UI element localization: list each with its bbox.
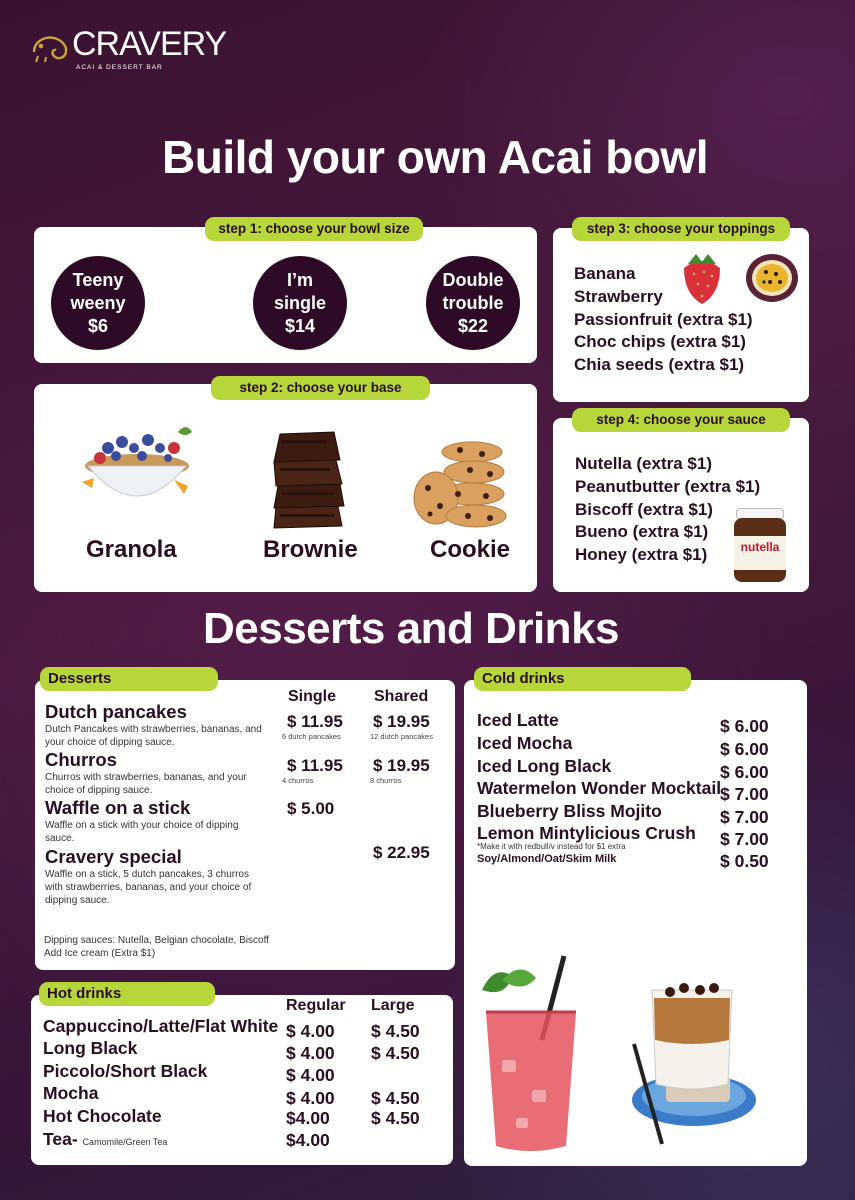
hot-drink-large: $ 4.50 xyxy=(371,1043,420,1063)
size-line1: I’m xyxy=(286,269,313,290)
price-shared: $ 19.95 xyxy=(373,712,430,731)
hot-drink-regular: $ 4.00 xyxy=(286,1088,335,1108)
hot-drink-regular: $ 4.00 xyxy=(286,1065,335,1085)
brand-name: CRAVERY xyxy=(72,25,227,63)
step1-label: step 1: choose your bowl size xyxy=(205,217,423,241)
base-brownie[interactable]: Brownie xyxy=(263,536,358,563)
sauce-item[interactable]: Honey (extra $1) xyxy=(575,545,708,565)
dessert-item xyxy=(45,701,265,749)
cold-drink-price: $ 6.00 xyxy=(720,716,769,736)
sauce-item[interactable]: Bueno (extra $1) xyxy=(575,522,709,542)
price-single: $ 11.95 xyxy=(287,712,343,731)
milk-price: $ 0.50 xyxy=(720,851,769,871)
col-shared: Shared xyxy=(374,688,429,705)
cold-drink-name: Iced Latte xyxy=(477,710,559,730)
jar-label: nutella xyxy=(740,540,780,554)
col-single: Single xyxy=(288,688,337,705)
hot-drink-tea xyxy=(43,1129,167,1150)
sauce-item[interactable]: Nutella (extra $1) xyxy=(575,454,712,473)
price-shared: $ 22.95 xyxy=(373,843,430,862)
hot-drink-regular: $4.00 xyxy=(286,1108,330,1128)
dessert-item xyxy=(45,846,265,907)
cookie-image xyxy=(410,436,510,532)
brand-tagline: ACAI & DESSERT BAR xyxy=(76,64,163,71)
iced-coffee-image xyxy=(622,968,762,1148)
note-single: 6 dutch pancakes xyxy=(282,732,341,741)
hot-drink-name: Mocha xyxy=(43,1083,99,1103)
size-line1: Teeny xyxy=(72,269,124,290)
topping-item[interactable]: Passionfruit (extra $1) xyxy=(574,309,753,329)
hot-drink-large: $ 4.50 xyxy=(371,1021,420,1041)
mojito-glass-image xyxy=(472,950,604,1158)
hot-drink-large: $ 4.50 xyxy=(371,1088,420,1108)
size-price: $14 xyxy=(284,315,316,336)
item-desc: Churros with strawberries, bananas, and your choice of dipping sauce. xyxy=(45,772,247,796)
granola-bowl-image xyxy=(78,418,196,510)
item-desc: Waffle on a stick, 5 dutch pancakes, 3 churros with strawberries, bananas, and your choice of dipping sauce. xyxy=(45,869,252,906)
cold-drink-name: Iced Long Black xyxy=(477,756,612,776)
step2-label: step 2: choose your base xyxy=(211,376,430,400)
cold-drink-price: $ 7.00 xyxy=(720,807,769,827)
cold-drink-name: Iced Mocha xyxy=(477,733,573,753)
hot-drink-regular: $ 4.00 xyxy=(286,1043,335,1063)
dipping-note: Dipping sauces: Nutella, Belgian chocolate, Biscoff xyxy=(44,935,269,946)
hot-drink-name: Long Black xyxy=(43,1038,138,1058)
dessert-item xyxy=(45,797,260,845)
size-option-double[interactable] xyxy=(426,256,520,350)
size-line2: weeny xyxy=(70,292,126,313)
item-name: Waffle on a stick xyxy=(45,797,191,818)
desserts-drinks-heading: Desserts and Drinks xyxy=(202,604,620,653)
topping-item[interactable]: Banana xyxy=(574,264,636,283)
milk-options: Soy/Almond/Oat/Skim Milk xyxy=(477,853,617,865)
price-single: $ 5.00 xyxy=(287,799,335,818)
icecream-note: Add Ice cream (Extra $1) xyxy=(44,948,156,959)
size-line2: trouble xyxy=(442,292,504,313)
cold-drink-price: $ 7.00 xyxy=(720,784,769,804)
item-desc: Dutch Pancakes with strawberries, bananas, and your choice of dipping sauce. xyxy=(45,724,262,748)
dessert-item xyxy=(45,749,265,797)
cold-drink-name: Blueberry Bliss Mojito xyxy=(477,801,662,821)
hot-drink-large: $ 4.50 xyxy=(371,1108,420,1128)
redbull-footnote: *Make it with redbull/v instead for $1 extra xyxy=(477,842,626,851)
brownie-image xyxy=(268,428,350,532)
cold-drink-price: $ 6.00 xyxy=(720,739,769,759)
base-cookie[interactable]: Cookie xyxy=(430,536,511,563)
toppings-list xyxy=(574,263,753,377)
build-heading: Build your own Acai bowl xyxy=(162,131,708,183)
hot-drink-regular: $ 4.00 xyxy=(286,1021,335,1041)
size-line2: single xyxy=(273,292,326,313)
cold-drink-price: $ 6.00 xyxy=(720,762,769,782)
topping-item[interactable]: Choc chips (extra $1) xyxy=(574,332,746,352)
size-option-single[interactable] xyxy=(253,256,347,350)
price-shared: $ 19.95 xyxy=(373,756,430,775)
sauce-item[interactable]: Biscoff (extra $1) xyxy=(575,499,713,519)
brand-logo xyxy=(30,25,227,76)
passionfruit-image xyxy=(744,252,800,304)
note-shared: 8 churros xyxy=(370,776,402,785)
col-large: Large xyxy=(371,997,415,1014)
size-price: $22 xyxy=(457,315,489,336)
cold-drink-name: Lemon Mintylicious Crush xyxy=(477,823,696,843)
cold-drink-price: $ 7.00 xyxy=(720,829,769,849)
note-single: 4 churros xyxy=(282,776,314,785)
chameleon-icon xyxy=(30,32,70,64)
step3-label: step 3: choose your toppings xyxy=(572,217,790,241)
size-price: $6 xyxy=(87,315,109,336)
cold-drinks-label: Cold drinks xyxy=(474,667,691,691)
step4-label: step 4: choose your sauce xyxy=(572,408,790,432)
size-option-teeny[interactable] xyxy=(51,256,145,350)
item-desc: Waffle on a stick with your choice of dipping sauce. xyxy=(45,820,239,844)
sauce-item[interactable]: Peanutbutter (extra $1) xyxy=(575,476,761,496)
cold-drink-name: Watermelon Wonder Mocktail xyxy=(477,778,722,798)
note-shared: 12 dutch pancakes xyxy=(370,732,433,741)
hot-drink-name: Piccolo/Short Black xyxy=(43,1061,208,1081)
item-name: Dutch pancakes xyxy=(45,701,187,722)
item-name: Churros xyxy=(45,749,117,770)
nutella-jar-image xyxy=(732,508,788,584)
hot-drink-name: Hot Chocolate xyxy=(43,1106,162,1126)
size-line1: Double xyxy=(442,269,504,290)
topping-item[interactable]: Strawberry xyxy=(574,286,663,306)
hot-drink-name: Cappuccino/Latte/Flat White xyxy=(43,1016,279,1036)
tea-options: Camomile/Green Tea xyxy=(82,1137,168,1147)
item-name: Cravery special xyxy=(45,846,182,867)
base-granola[interactable]: Granola xyxy=(86,536,177,563)
col-regular: Regular xyxy=(286,997,346,1014)
desserts-label: Desserts xyxy=(40,667,218,691)
hot-drinks-label: Hot drinks xyxy=(39,982,215,1006)
strawberry-image xyxy=(680,250,724,306)
hot-drink-regular: $4.00 xyxy=(286,1130,330,1150)
price-single: $ 11.95 xyxy=(287,756,343,775)
topping-item[interactable]: Chia seeds (extra $1) xyxy=(574,355,745,375)
hot-drink-name: Tea- xyxy=(43,1129,78,1149)
